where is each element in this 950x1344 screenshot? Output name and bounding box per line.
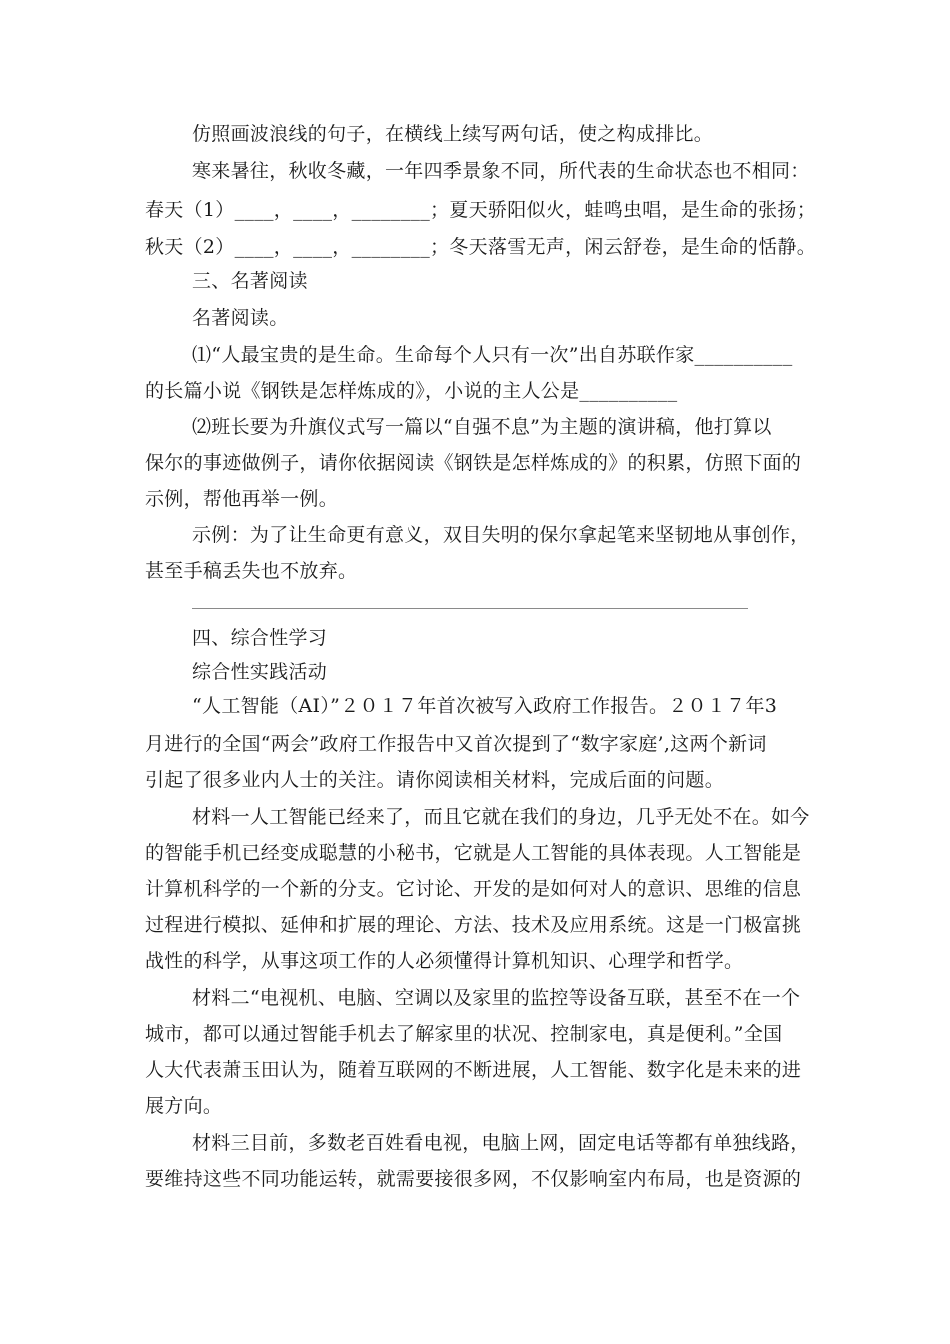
question-2-end-line: 示例，帮他再举一例。 bbox=[145, 488, 339, 510]
material-2-line: 展方向。 bbox=[145, 1095, 223, 1117]
section-heading-comprehensive: 四、综合性学习 bbox=[192, 627, 328, 649]
question-2-continued-line: 保尔的事迹做例子，请你依据阅读《钢铁是怎样炼成的》的积累，仿照下面的 bbox=[145, 452, 802, 474]
section-heading-classics: 三、名著阅读 bbox=[192, 270, 308, 292]
material-1-line: 材料一人工智能已经来了，而且它就在我们的身边，几乎无处不在。如今 bbox=[192, 806, 810, 828]
fill-blank-autumn-line: 秋天（2）____，____，________；冬天落雪无声，闲云舒卷，是生命的恬静。 bbox=[145, 236, 816, 258]
material-3-line: 要维持这些不同功能运转，就需要接很多网，不仅影响室内布局，也是资源的 bbox=[145, 1168, 802, 1190]
material-2-line: 材料二“电视机、电脑、空调以及家里的监控等设备互联，甚至不在一个 bbox=[192, 987, 801, 1009]
question-1-line: ⑴“人最宝贵的是生命。生命每个人只有一次”出自苏联作家__________ bbox=[192, 344, 793, 366]
material-2-line: 人大代表萧玉田认为，随着互联网的不断进展，人工智能、数字化是未来的进 bbox=[145, 1059, 802, 1081]
example-line: 示例：为了让生命更有意义，双目失明的保尔拿起笔来坚韧地从事创作， bbox=[192, 524, 810, 546]
intro-paragraph-line: “人工智能（AI）”２０１７年首次被写入政府工作报告。２０１７年3 bbox=[192, 695, 778, 717]
intro-paragraph-line: 月进行的全国“两会”政府工作报告中又首次提到了“数字家庭’,这两个新词 bbox=[145, 733, 767, 755]
subheading-activity: 综合性实践活动 bbox=[192, 661, 328, 683]
fill-blank-spring-line: 春天（1）____，____，________；夏天骄阳似火，蛙鸣虫唱，是生命的张扬； bbox=[145, 199, 816, 221]
subheading-classics: 名著阅读。 bbox=[192, 307, 289, 329]
answer-line bbox=[192, 608, 748, 609]
question-1-continued-line: 的长篇小说《钢铁是怎样炼成的》，小说的主人公是__________ bbox=[145, 380, 678, 402]
intro-paragraph-line: 引起了很多业内人士的关注。请你阅读相关材料，完成后面的问题。 bbox=[145, 769, 725, 791]
material-3-line: 材料三目前，多数老百姓看电视，电脑上网，固定电话等都有单独线路， bbox=[192, 1132, 810, 1154]
example-continued-line: 甚至手稿丢失也不放弃。 bbox=[145, 560, 358, 582]
question-2-line: ⑵班长要为升旗仪式写一篇以“自强不息”为主题的演讲稿，他打算以 bbox=[192, 416, 772, 438]
material-1-line: 战性的科学，从事这项工作的人必须懂得计算机知识、心理学和哲学。 bbox=[145, 950, 744, 972]
material-1-line: 过程进行模拟、延伸和扩展的理论、方法、技术及应用系统。这是一门极富挑 bbox=[145, 914, 802, 936]
example-sentence-line: 寒来暑往，秋收冬藏，一年四季景象不同，所代表的生命状态也不相同： bbox=[192, 160, 810, 182]
material-1-line: 计算机科学的一个新的分支。它讨论、开发的是如何对人的意识、思维的信息 bbox=[145, 878, 802, 900]
instruction-line: 仿照画波浪线的句子，在横线上续写两句话，使之构成排比。 bbox=[192, 123, 714, 145]
material-2-line: 城市，都可以通过智能手机去了解家里的状况、控制家电，真是便利。”全国 bbox=[145, 1023, 783, 1045]
material-1-line: 的智能手机已经变成聪慧的小秘书，它就是人工智能的具体表现。人工智能是 bbox=[145, 842, 802, 864]
